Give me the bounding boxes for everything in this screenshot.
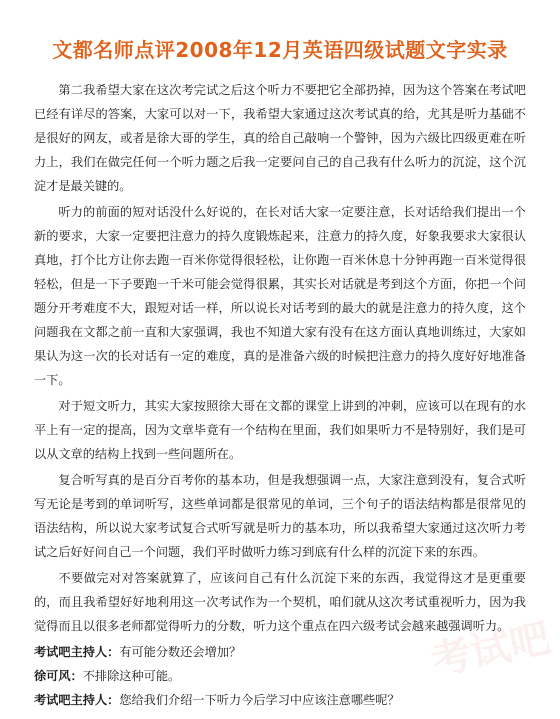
dialog-line [34,688,526,712]
article-body [34,78,526,712]
dialog-text: 不排除这种可能。 [82,669,181,683]
watermark-logo: 考试吧 [427,614,555,685]
dialog-line [34,640,526,664]
speaker-name: 考试吧主持人： [34,693,120,707]
paragraph: 不要做完对对答案就算了，应该问自己有什么沉淀下来的东西，我觉得这才是更重要的，而且我希望好好地利用这一次考试作为一个契机，咱们就从这次考试重视听力，因为我觉得而且以很多老师都觉得听力的分数，听力这个重点在四六级考试会越来越强调听力。 [34,571,526,633]
paragraph: 复合听写真的是百分百考你的基本功，但是我想强调一点，大家注意到没有，复合式听写无论是考到的单词听写，这些单词都是很常见的单词，三个句子的语法结构都是很常见的语法结构，所以说大家考试复合式听写就是听力的基本功，所以我希望大家通过这次听力考试之后好好问自己一个问题，我们平时做听力练习到底有什么样的沉淀下来的东西。 [34,473,526,559]
dialog-text: 您给我们介绍一下听力今后学习中应该注意哪些呢？ [119,693,400,707]
page-title: 文都名师点评2008年12月英语四级试题文字实录 [52,38,508,62]
speaker-name: 考试吧主持人： [34,645,120,659]
paragraph: 听力的前面的短对话没什么好说的，在长对话大家一定要注意，长对话给我们提出一个新的要求，大家一定要把注意力的持久度锻炼起来，注意力的持久度，好象我要求大家很认真地，打个比方让你去跑一百米你觉得很轻松，让你跑一百米休息十分钟再跑一百米觉得很轻松，但是一下子要跑一千米可能会觉得很累，其实长对话就是考到这个方面，你把一个问题分开考难度不大，跟短对话一样，所以说长对话考到的最大的就是注意力的持久度，这个问题我在文都之前一直和大家强调，我也不知道大家有没有在这方面认真地训练过，大家如果认为这一次的长对话有一定的难度，真的是准备六级的时候把注意力的持久度好好地准备一下。 [34,205,526,387]
dialog-text: 有可能分数还会增加？ [119,645,242,659]
speaker-name: 徐可风： [34,669,83,683]
paragraph: 第二我希望大家在这次考完试之后这个听力不要把它全部扔掉，因为这个答案在考试吧已经有详尽的答案，大家可以对一下，我希望大家通过这次考试真的给，尤其是听力基础不是很好的网友，或者是徐大哥的学生，真的给自己敲响一个警钟，因为六级比四级更难在听力上，我们在做完任何一个听力题之后我一定要问自己的自己我有什么听力的沉淀，这个沉淀才是最关键的。 [34,83,526,193]
paragraph: 对于短文听力，其实大家按照徐大哥在文都的课堂上讲到的冲刺，应该可以在现有的水平上有一定的提高，因为文章毕竟有一个结构在里面，我们如果听力不是特别好，我们是可以从文章的结构上找到一些问题所在。 [34,399,526,461]
dialog-line [34,664,526,688]
